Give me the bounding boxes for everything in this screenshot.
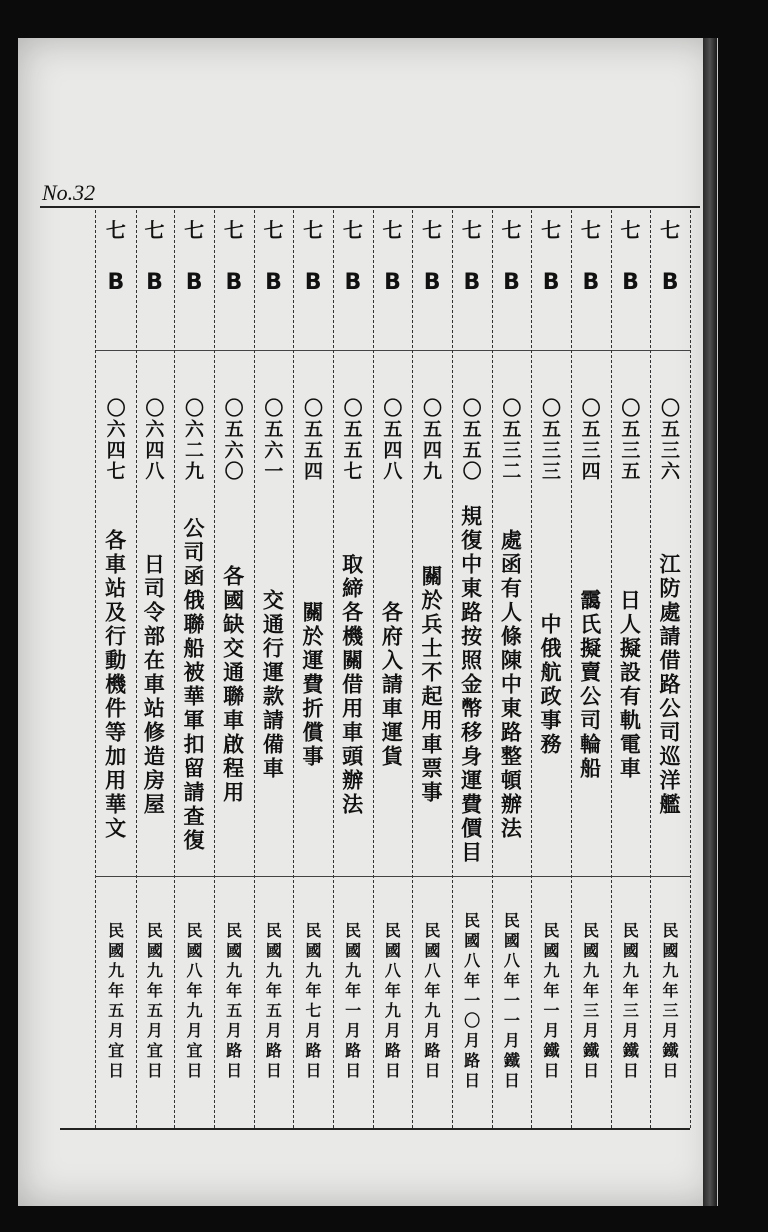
record-month: B bbox=[423, 270, 441, 295]
record-year: 七 bbox=[144, 218, 165, 242]
record-year: 七 bbox=[303, 218, 324, 242]
record-number: 〇六四八 bbox=[142, 398, 165, 482]
record-date: 民國九年三月鐵日 bbox=[620, 922, 640, 1082]
record-month: B bbox=[185, 270, 203, 295]
top-rule bbox=[40, 206, 700, 208]
record-year: 七 bbox=[541, 218, 562, 242]
record-title: 各國缺交通聯車啟程用 bbox=[220, 565, 246, 805]
record-date: 民國八年九月路日 bbox=[382, 922, 402, 1082]
record-column bbox=[650, 210, 691, 1128]
record-year: 七 bbox=[580, 218, 601, 242]
record-number: 〇五三二 bbox=[499, 398, 522, 482]
record-year: 七 bbox=[382, 218, 403, 242]
record-date: 民國八年九月路日 bbox=[421, 922, 441, 1082]
record-month: B bbox=[344, 270, 362, 295]
record-column bbox=[611, 210, 652, 1128]
record-column bbox=[254, 210, 295, 1128]
record-column bbox=[492, 210, 533, 1128]
record-date: 民國九年一月路日 bbox=[342, 922, 362, 1082]
record-month: B bbox=[661, 270, 679, 295]
record-column bbox=[293, 210, 334, 1128]
record-date: 民國九年五月路日 bbox=[263, 922, 283, 1082]
record-month: B bbox=[542, 270, 560, 295]
record-column bbox=[95, 210, 137, 1128]
record-year: 七 bbox=[660, 218, 681, 242]
record-number: 〇五五〇 bbox=[459, 398, 482, 482]
record-title: 交通行運款請備車 bbox=[260, 589, 286, 781]
record-month: B bbox=[225, 270, 243, 295]
record-number: 〇六二九 bbox=[181, 398, 204, 482]
record-year: 七 bbox=[501, 218, 522, 242]
record-number: 〇五五七 bbox=[340, 398, 363, 482]
record-month: B bbox=[146, 270, 163, 295]
record-date: 民國九年五月宜日 bbox=[105, 922, 125, 1082]
record-title: 關於兵士不起用車票事 bbox=[418, 565, 444, 805]
record-year: 七 bbox=[223, 218, 244, 242]
record-month: B bbox=[582, 270, 600, 295]
record-column bbox=[135, 210, 176, 1128]
record-column bbox=[174, 210, 215, 1128]
record-date: 民國九年七月路日 bbox=[302, 922, 322, 1082]
record-month: B bbox=[503, 270, 520, 295]
record-month: B bbox=[265, 270, 282, 295]
record-number: 〇五四九 bbox=[419, 398, 442, 482]
record-month: B bbox=[304, 270, 322, 295]
record-number: 〇五三六 bbox=[657, 398, 680, 482]
record-year: 七 bbox=[422, 218, 443, 242]
record-title: 取締各機關借用車頭辦法 bbox=[339, 553, 365, 817]
record-date: 民國九年五月路日 bbox=[223, 922, 243, 1082]
record-year: 七 bbox=[105, 218, 126, 242]
record-year: 七 bbox=[263, 218, 284, 242]
record-title: 處函有人條陳中東路整頓辦法 bbox=[498, 529, 524, 841]
record-date: 民國九年一月鐵日 bbox=[540, 922, 560, 1082]
record-date: 民國八年九月宜日 bbox=[183, 922, 203, 1082]
record-title: 規復中東路按照金幣移身運費價目 bbox=[458, 505, 484, 865]
book-spine bbox=[703, 38, 717, 1206]
record-month: B bbox=[107, 270, 125, 295]
record-title: 靄氏擬賣公司輪船 bbox=[577, 589, 603, 781]
record-number: 〇五三五 bbox=[618, 398, 641, 482]
page-number: No.32 bbox=[42, 180, 96, 205]
record-date: 民國八年一〇月路日 bbox=[461, 912, 481, 1092]
record-column bbox=[373, 210, 414, 1128]
record-month: B bbox=[384, 270, 401, 295]
record-number: 〇五三三 bbox=[538, 398, 561, 482]
bottom-rule bbox=[60, 1128, 690, 1130]
record-title: 江防處請借路公司巡洋艦 bbox=[656, 553, 682, 817]
record-table bbox=[95, 210, 690, 1128]
record-date: 民國九年三月鐵日 bbox=[580, 922, 600, 1082]
record-year: 七 bbox=[620, 218, 641, 242]
record-month: B bbox=[622, 270, 639, 295]
record-title: 中俄航政事務 bbox=[537, 613, 563, 757]
record-title: 關於運費折償事 bbox=[299, 601, 325, 769]
record-date: 民國八年一一月鐵日 bbox=[501, 912, 521, 1092]
record-title: 日司令部在車站修造房屋 bbox=[141, 553, 167, 817]
record-number: 〇五三四 bbox=[578, 398, 601, 482]
record-title: 各府入請車運貨 bbox=[379, 601, 405, 769]
record-column bbox=[531, 210, 572, 1128]
record-number: 〇五六一 bbox=[261, 398, 284, 482]
record-column bbox=[333, 210, 374, 1128]
record-date: 民國九年五月宜日 bbox=[144, 922, 164, 1082]
record-year: 七 bbox=[184, 218, 205, 242]
record-month: B bbox=[463, 270, 481, 295]
record-column bbox=[412, 210, 453, 1128]
record-title: 公司函俄聯船被華軍扣留請查復 bbox=[180, 517, 206, 853]
record-column bbox=[571, 210, 612, 1128]
record-year: 七 bbox=[461, 218, 482, 242]
record-number: 〇六四七 bbox=[103, 398, 126, 482]
record-title: 日人擬設有軌電車 bbox=[617, 589, 643, 781]
record-number: 〇五五四 bbox=[300, 398, 323, 482]
record-number: 〇五四八 bbox=[380, 398, 403, 482]
record-date: 民國九年三月鐵日 bbox=[659, 922, 679, 1082]
record-year: 七 bbox=[342, 218, 363, 242]
record-number: 〇五六〇 bbox=[221, 398, 244, 482]
record-title: 各車站及行動機件等加用華文 bbox=[102, 529, 128, 841]
record-column bbox=[214, 210, 255, 1128]
record-column bbox=[452, 210, 493, 1128]
